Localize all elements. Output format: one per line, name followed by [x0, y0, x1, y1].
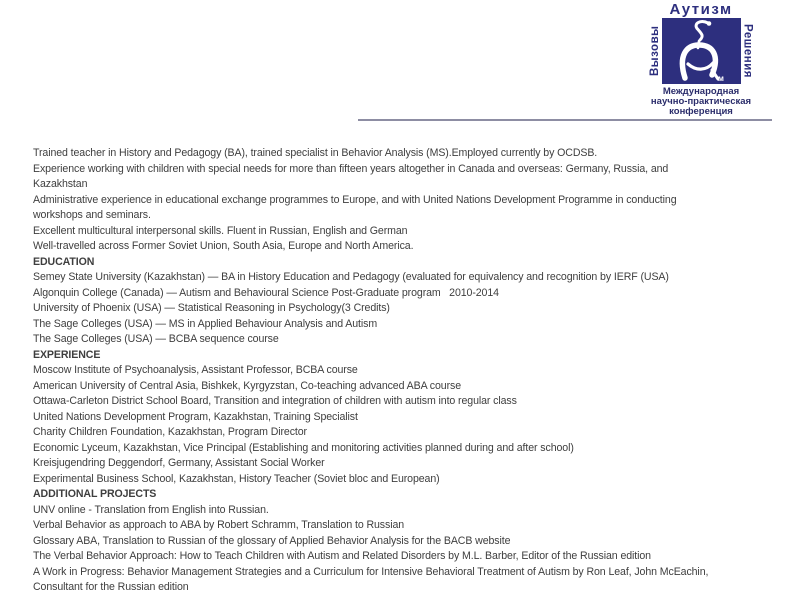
- stylized-a-with-curl-icon: [662, 18, 741, 84]
- logo-subtitle-line-2: научно-практическая: [650, 95, 752, 107]
- text-line: Economic Lyceum, Kazakhstan, Vice Principal (Establishing and monitoring activities planned during and after school): [33, 441, 574, 454]
- logo-square: [662, 18, 741, 84]
- text-line: Well-travelled across Former Soviet Union, South Asia, Europe and North America.: [33, 240, 414, 252]
- resume-text-block: [33, 146, 793, 596]
- text-line: Semey State University (Kazakhstan) — BA in History Education and Pedagogy (evaluated for equivalency and recognition by IERF (USA): [33, 271, 669, 283]
- text-line: University of Phoenix (USA) — Statistical Reasoning in Psychology(3 Credits): [33, 302, 390, 314]
- logo-row: [644, 18, 758, 84]
- text-line: Experimental Business School, Kazakhstan, History Teacher (Soviet bloc and European): [33, 472, 440, 485]
- text-line: United Nations Development Program, Kazakhstan, Training Specialist: [33, 410, 358, 423]
- logo-subtitle: [644, 87, 758, 116]
- text-line: Kazakhstan: [33, 178, 88, 190]
- text-line: UNV online - Translation from English into Russian.: [33, 503, 269, 516]
- text-line: workshops and seminars.: [33, 209, 151, 221]
- text-line: Algonquin College (Canada) — Autism and Behavioural Science Post-Graduate program 2010-2014: [33, 286, 499, 299]
- text-line: Ottawa-Carleton District School Board, Transition and integration of children with autism into regular class: [33, 395, 517, 407]
- text-line: Kreisjugendring Deggendorf, Germany, Assistant Social Worker: [33, 457, 325, 469]
- text-line: American University of Central Asia, Bishkek, Kyrgyzstan, Co-teaching advanced ABA course: [33, 379, 462, 392]
- text-line: Moscow Institute of Psychoanalysis, Assistant Professor, BCBA course: [33, 364, 358, 376]
- logo-word-autism: Аутизм: [669, 1, 733, 18]
- text-line: A Work in Progress: Behavior Management Strategies and a Curriculum for Intensive Behavioral Treatment of Autism by Ron Leaf, John McEachin,: [33, 565, 709, 578]
- text-line: The Verbal Behavior Approach: How to Teach Children with Autism and Related Disorders by M.L. Barber, Editor of the Russian edition: [33, 550, 651, 562]
- logo-word-solutions: Решения: [741, 24, 754, 78]
- logo-subtitle-line-1: Международная: [662, 86, 740, 97]
- text-line: The Sage Colleges (USA) — MS in Applied Behaviour Analysis and Autism: [33, 317, 378, 330]
- text-line: Consultant for the Russian edition: [33, 581, 189, 593]
- conference-logo: [644, 2, 758, 116]
- section-heading: EXPERIENCE: [33, 348, 101, 361]
- text-line: The Sage Colleges (USA) — BCBA sequence course: [33, 333, 279, 345]
- svg-text:м: м: [717, 74, 724, 83]
- text-line: Trained teacher in History and Pedagogy (BA), trained specialist in Behavior Analysis (MS).Employed currently by OCDSB.: [33, 147, 598, 159]
- text-line: Glossary ABA, Translation to Russian of the glossary of Applied Behavior Analysis for the BACB website: [33, 534, 511, 547]
- section-heading: ADDITIONAL PROJECTS: [33, 488, 157, 500]
- text-line: Charity Children Foundation, Kazakhstan, Program Director: [33, 426, 307, 438]
- text-line: Administrative experience in educational exchange programmes to Europe, and with United Nations Development Programme in conducting: [33, 193, 677, 206]
- text-line: Verbal Behavior as approach to ABA by Robert Schramm, Translation to Russian: [33, 519, 405, 531]
- logo-subtitle-line-3: конференция: [669, 105, 733, 117]
- logo-word-challenges: Вызовы: [648, 25, 661, 77]
- header-divider-line: [358, 119, 772, 121]
- section-heading: EDUCATION: [33, 255, 95, 268]
- text-line: Excellent multicultural interpersonal skills. Fluent in Russian, English and German: [33, 224, 408, 237]
- text-line: Experience working with children with special needs for more than fifteen years altogether in Canada and overseas: Germany, Russia, and: [33, 162, 669, 175]
